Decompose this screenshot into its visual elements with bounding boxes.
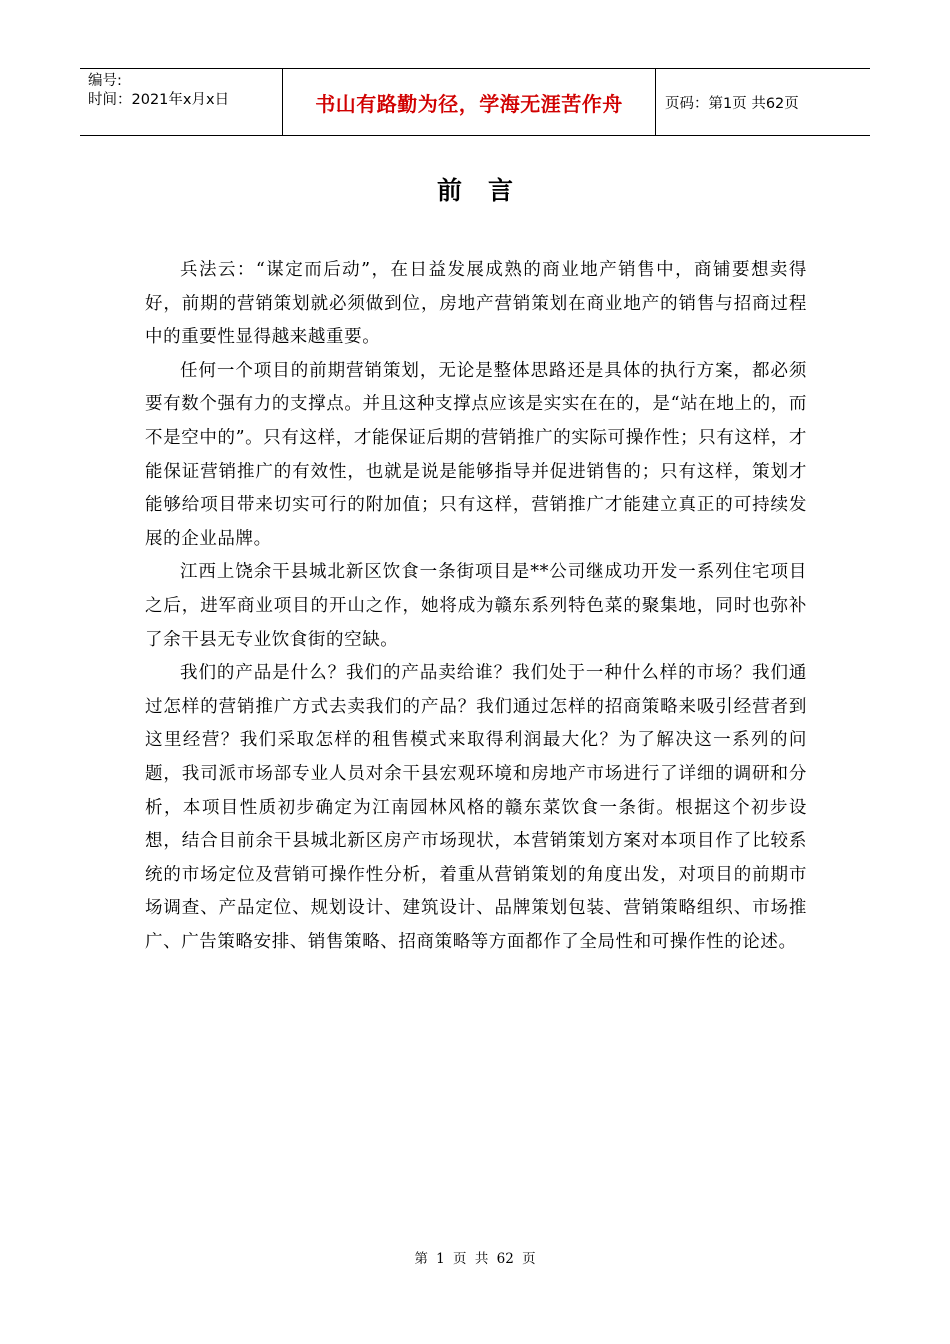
header-motto: 书山有路勤为径，学海无涯苦作舟: [282, 69, 656, 135]
page-title: 前言: [436, 176, 539, 205]
document-number-label: 编号:: [88, 73, 122, 89]
header-meta-cell: [80, 69, 282, 135]
document-date: 时间：2021年x月x日: [88, 92, 230, 108]
page-footer: 第 1 页 共 62 页: [414, 1251, 536, 1267]
header-page-info: 页码：第1页 共62页: [665, 95, 799, 112]
paragraph: 任何一个项目的前期营销策划，无论是整体思路还是具体的执行方案，都必须要有数个强有力的支撑点。并且这种支撑点应该是实实在在的，是“站在地上的，而不是空中的”。只有这样，才能保证后期的营销推广的实际可操作性；只有这样，才能保证营销推广的有效性，也就是说是能够指导并促进销售的；只有这样，策划才能够给项目带来切实可行的附加值；只有这样，营销推广才能建立真正的可持续发展的企业品牌。: [145, 360, 807, 549]
paragraph: 江西上饶余干县城北新区饮食一条街项目是**公司继成功开发一系列住宅项目之后，进军商业项目的开山之作，她将成为赣东系列特色菜的聚集地，同时也弥补了余干县无专业饮食街的空缺。: [145, 562, 807, 650]
document-body: [145, 254, 807, 959]
paragraph: 我们的产品是什么？我们的产品卖给谁？我们处于一种什么样的市场？我们通过怎样的营销推广方式去卖我们的产品？我们通过怎样的招商策略来吸引经营者到这里经营？我们采取怎样的租售模式来取得利润最大化？为了解决这一系列的问题，我司派市场部专业人员对余干县宏观环境和房地产市场进行了详细的调研和分析，本项目性质初步确定为江南园林风格的赣东菜饮食一条街。根据这个初步设想，结合目前余干县城北新区房产市场现状，本营销策划方案对本项目作了比较系统的市场定位及营销可操作性分析，着重从营销策划的角度出发，对项目的前期市场调查、产品定位、规划设计、建筑设计、品牌策划包装、营销策略组织、市场推广、广告策略安排、销售策略、招商策略等方面都作了全局性和可操作性的论述。: [145, 663, 807, 952]
paragraph: 兵法云：“谋定而后动”，在日益发展成熟的商业地产销售中，商铺要想卖得好，前期的营销策划就必须做到位，房地产营销策划在商业地产的销售与招商过程中的重要性显得越来越重要。: [145, 260, 807, 348]
header-table: [80, 68, 870, 136]
